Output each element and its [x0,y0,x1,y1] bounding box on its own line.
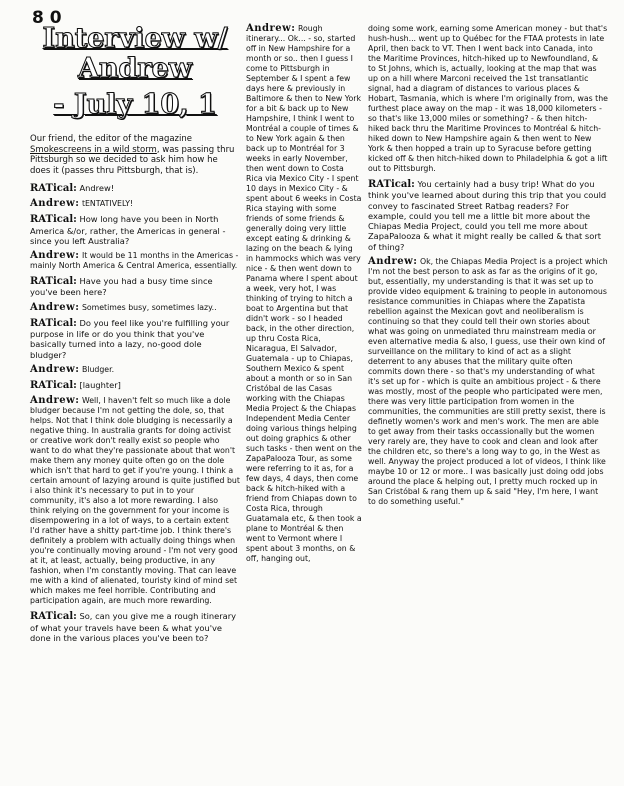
answer-text: tENTATIVELY! [81,199,134,209]
article-date [30,90,240,120]
column-2 [246,24,362,569]
answer-text: It would be 11 months in the Americas - mainly North America & Central America, essentially. [30,251,239,271]
speaker-andrew: Andrew: [30,301,80,313]
answer-text: Sometimes busy, sometimes lazy.. [81,302,217,312]
answer-text: Well, I haven't felt so much like a dole bludger because I'm not getting the dole, so, that helps. Not that I think dole bludging is necessarily a negative thing. In australia grants for doing activist or creative work don't really exist so people who want to do what they're passionate about that won't make them any money quite often go on the dole which isn't that hard to get if you're young. I think a certain amount of lazying around is quite justified but i also think it's necessary to put in to your community, it's also a lot more rewarding. I also think relying on the government for your income is disempowering in a lot of ways, to a certain extent I'd rather have a shitty part-time job. I think there's definitely a problem with actually doing things when you're continually moving around - I'm not very good at it, at least, actually, being productive, in any fashion, when I'm constantly moving. That can leave me with a kind of alienated, touristy kind of mind set which makes me feel horrible. Contributing and participation again, are much more rewarding. [30,396,240,606]
speaker-andrew: Andrew: [30,395,80,407]
question-text: [laughter] [79,379,121,390]
speaker-ratical: RATical: [30,214,77,226]
speaker-andrew: Andrew: [368,256,418,268]
article [30,23,608,764]
title-line-2: - July 10, 1 [53,89,217,120]
speaker-andrew: Andrew: [246,23,296,34]
question-text: Do you feel like you're fulfilling your purpose in life or do you think that you've basically turned into a lazy, no-good dole bludger? [30,317,230,360]
answer-paragraph [30,251,240,271]
answer-text: Ok, the Chiapas Media Project is a project which I'm not the best person to ask as far as the origins of it go, but, essentially, my understanding is that it was set up to provide video equipment & training to people in autonomous resistance communities in Chiapas where the Zapatista rebellion against the Mexican govt and neoliberalism is continuing so that they could tell their own stories about what was going on unmediated thru mainstream media or even alternative media & also, I guess, use their own kind of surveillance on the military to kind of act as a slight deterrent to any abuses that the military quite often commits down there - so that's my understanding of what it's set up for - which is quite an ambitious project - & there was mostly, most of the people who participated were men, there was very little participation from women in the communities, the communities are still pretty sexist, there is definetly women's work and men's work. The men are able to get away from their tasks occassionally but the women very rarely are, they have to cook and clean and look after the children etc, so there's a long way to go, in the West as well. Anyway the project produced a lot of videos, I think like maybe 10 or 12 or more.. I was basically just doing odd jobs around the place & helping out, I pretty much rocked up in San Cristóbal & rang them up & said "Hey, I'm here, I want to do something useful." [368,257,608,507]
speaker-ratical: RATical: [30,317,77,329]
speaker-ratical: RATical: [30,183,77,194]
title-line-1: Interview w/ Andrew [42,23,228,84]
question-paragraph [30,380,240,391]
answer-paragraph [30,365,240,375]
question-text: How long have you been in North America &/or, rather, the Americas in general - since you left Australia? [30,214,226,246]
answer-paragraph [368,257,608,507]
interview-lines-continued [368,24,608,507]
speaker-ratical: RATical: [30,276,77,288]
speaker-ratical: RATical: [30,379,77,391]
intro-text: , was passing thru Pittsburgh so we decided to ask him how he does it (passes thru Pittsburgh, that is). [30,144,235,176]
magazine-name: Smokescreens in a wild storm [30,144,157,155]
intro-text: Our friend, the editor of the magazine [30,134,192,144]
column-1 [30,24,240,648]
answer-paragraph [30,199,240,209]
speaker-ratical: RATical: [30,611,77,623]
question-paragraph [30,214,240,246]
answer-paragraph [30,303,240,313]
speaker-ratical: RATical: [368,179,415,190]
answer-paragraph [246,24,362,564]
speaker-andrew: Andrew: [30,198,80,210]
question-paragraph [30,183,240,194]
speaker-andrew: Andrew: [30,363,80,375]
answer-text: Rough itinerary... Ok... - so, started off in New Hampshire for a month or so.. then I guess I come to Pittsburgh in September & I spent a few days here & previously in Baltimore & then to New York for a bit & back up to New Hampshire, I think I went to Montréal a couple of times & to New York again & then back up to Montréal for 3 weeks in early November, then went down to Costa Rica via Mexico City - I spent 10 days in Mexico City - & spent about 6 weeks in Costa Rica staying with some friends of some friends & generally doing very little except eating & drinking & lazing on the beach & lying in hammocks which was very nice - & then went down to Panama where I spent about a week, very hot, I was thinking of trying to hitch a boat to Argentina but that didn't work - so I headed back, in the other direction, up thru Costa Rica, Nicaragua, El Salvador, Guatemala - up to Chiapas, Southern Mexico & spent about a month or so in San Cristóbal de las Casas working with the Chiapas Media Project & the Chiapas Independent Media Center doing various things helping out doing graphics & other such tasks - then went on the ZapaPalooza Tour, as some were referring to it as, for a few days, 4 days, then come back & hitch-hiked with a friend from Chiapas down to Costa Rica, through Guatamala etc, & then took a plane to Montréal & then went to Vermont where I spent about 3 months, on & off, hanging out, [246,24,362,563]
question-text: Andrew! [79,183,115,193]
question-paragraph [30,276,240,298]
column-3 [368,24,608,512]
answer-text: doing some work, earning some American money - but that's hush-hush... went up to Québec for the FTAA protests in late April, then back to VT. Then I went back into Canada, into the Maritime Provinces, hitch-hiked up to Newfoundland, & to St Johns, which is, actually, looking at the map that was up on a hill where Marconi received the 1st transatlantic signal, had a diagram of distances to various places & Hobart, Tasmania, which is where I'm originally from, was the furthest place away on the map - it was 18,000 kilometers - so that's like 13,000 miles or something? - & then hitch-hiked back thru the Maritime Provinces to Montréal & hitch-hiked down to New Hampshire again & then went to New York & then hopped a train up to Syracuse before getting kicked off & then hitch-hiked down to Philadelphia & got a lift out to Pittsburgh. [368,24,608,173]
article-title [30,24,240,84]
page-number: 8 0 [32,8,62,28]
answer-continued [368,24,608,174]
speaker-andrew: Andrew: [30,250,80,262]
question-text: You certainly had a busy trip! What do you think you've learned about during this trip that you could convey to fascinated Street Ratbag readers? For example, could you tell me a little bit more about the Chiapas Media Project, could you tell me more about ZapaPalooza & what it might really be called & that sort of thing? [368,179,607,252]
interview-lines [30,183,240,643]
answer-text: Bludger. [81,364,115,374]
question-text: So, can you give me a rough itinerary of what your travels have been & what you've done in the various places you've been to? [30,611,237,643]
question-paragraph [368,179,608,252]
question-text: Have you had a busy time since you've been here? [30,276,213,298]
question-paragraph [30,318,240,360]
intro-paragraph [30,134,240,176]
question-paragraph [30,611,240,643]
answer-paragraph [30,396,240,606]
